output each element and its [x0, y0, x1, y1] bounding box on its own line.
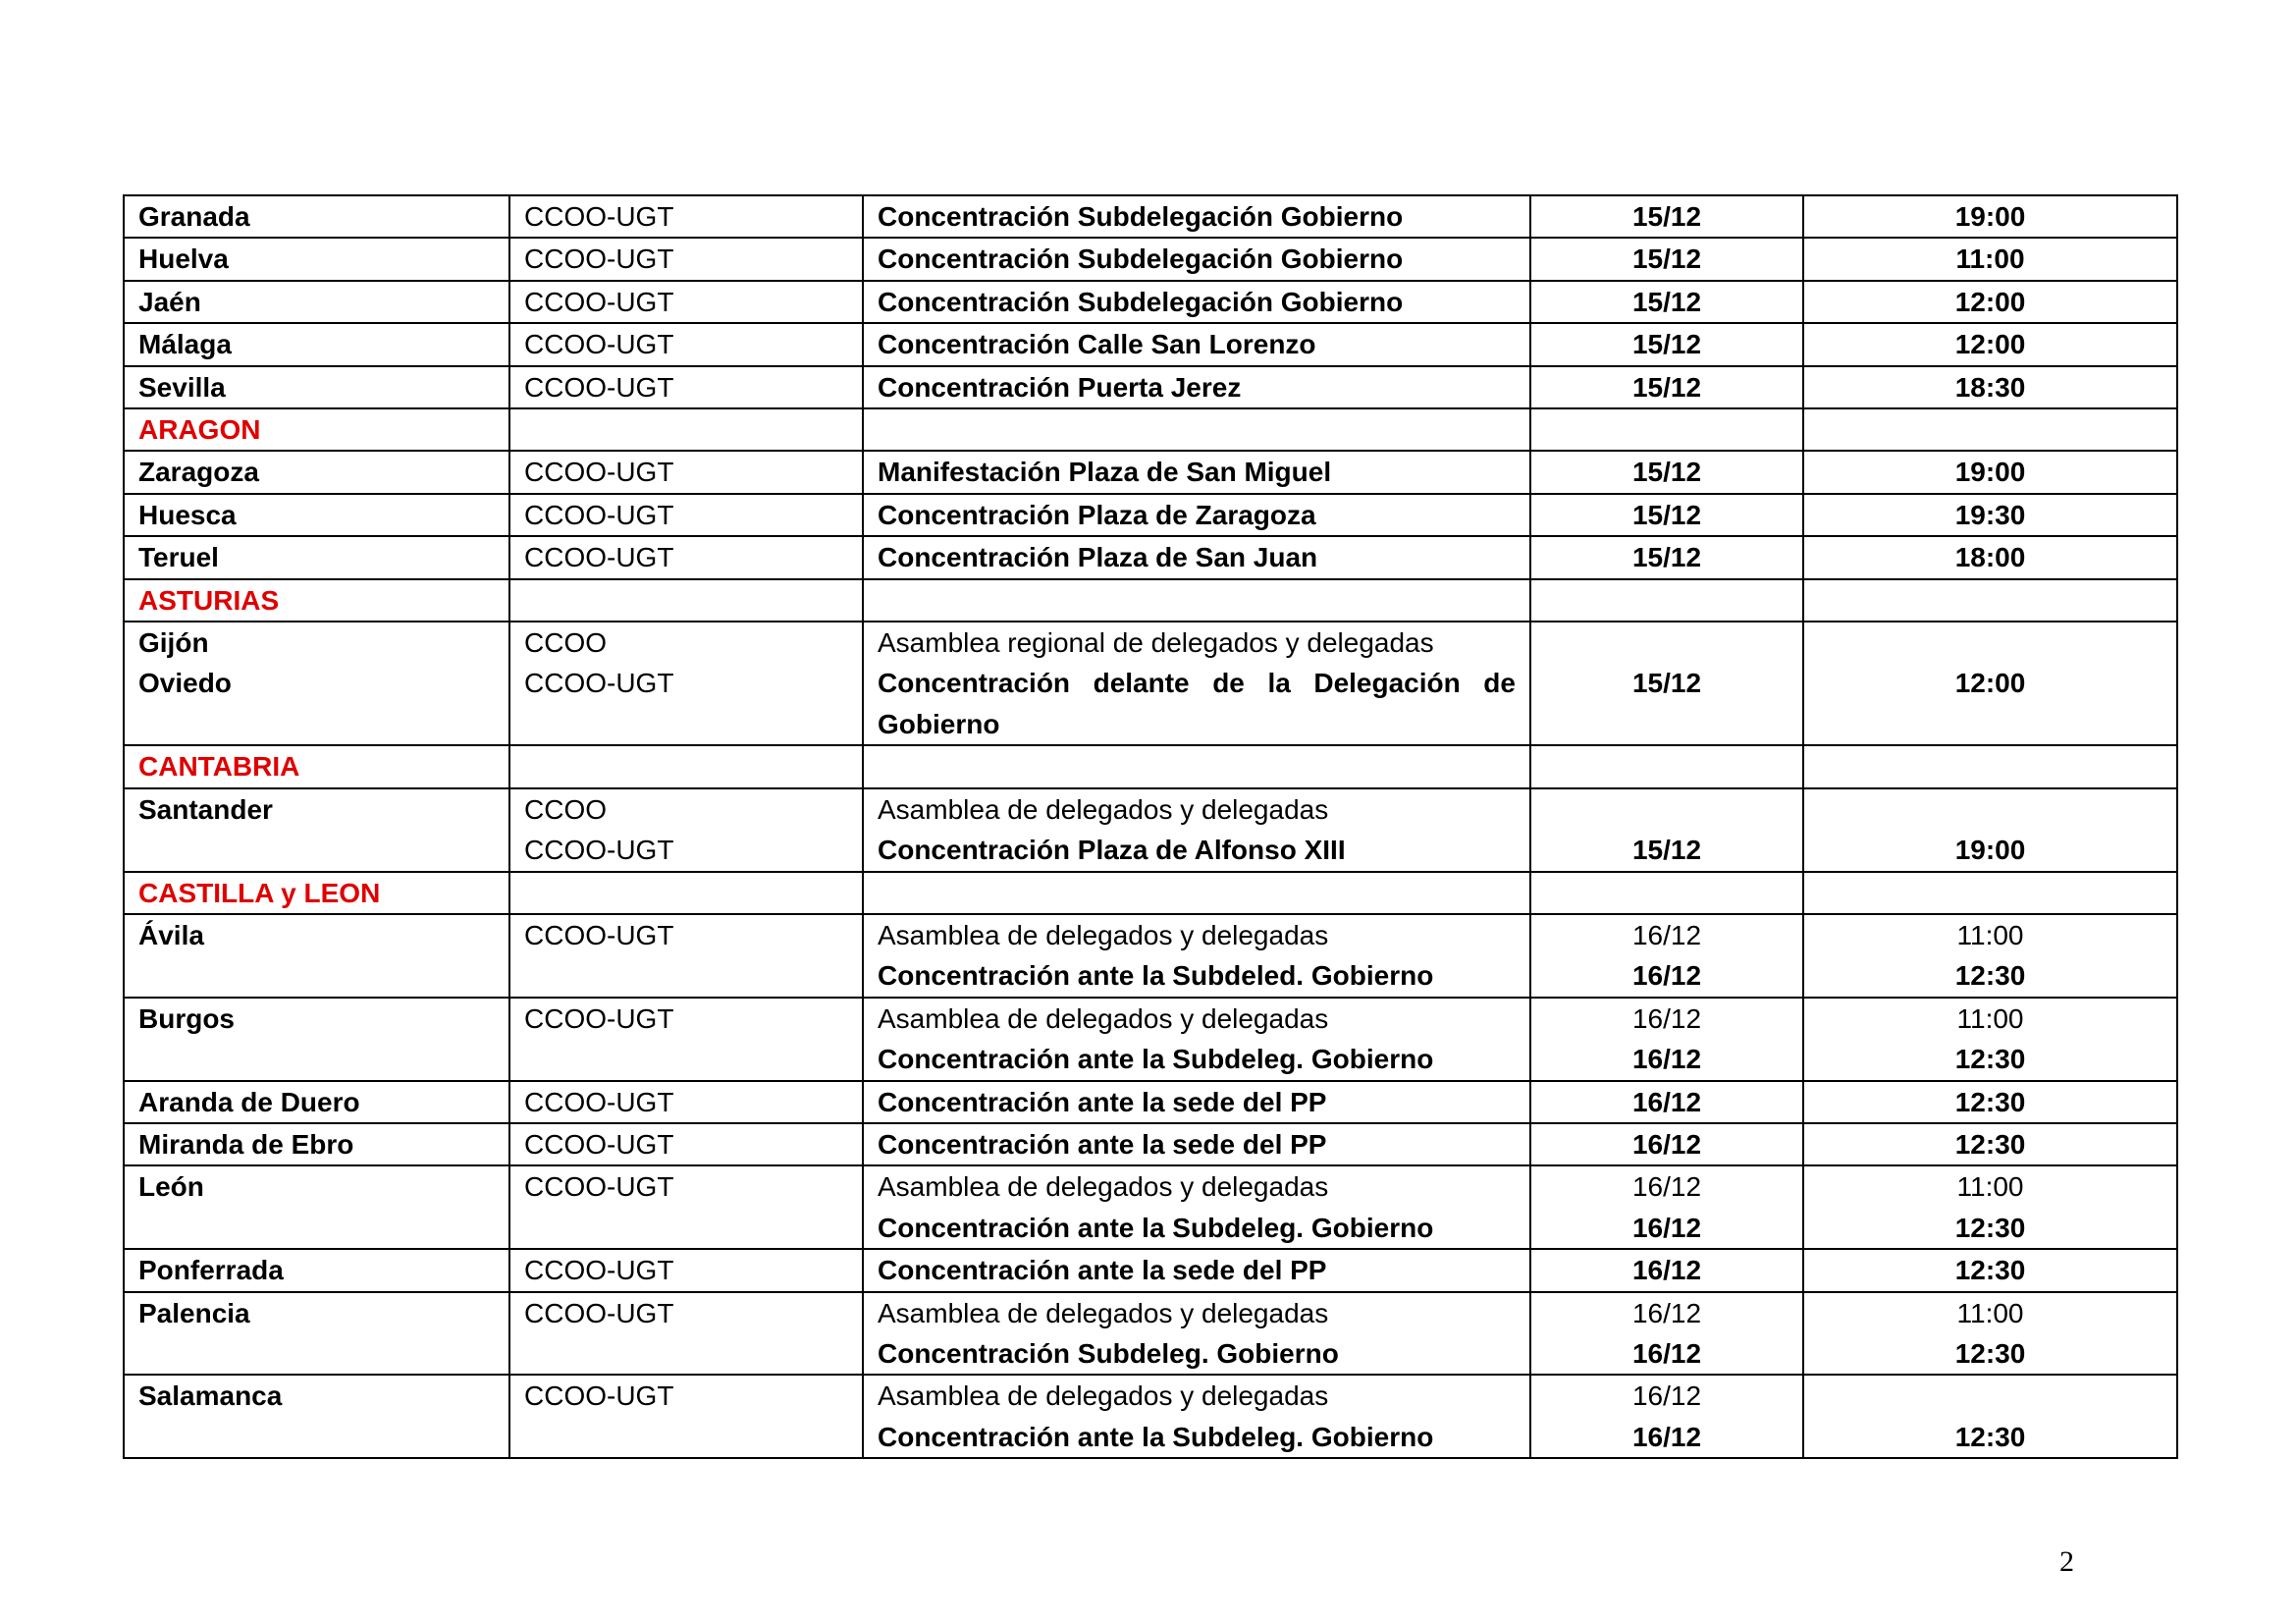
organizer-cell	[509, 1081, 863, 1123]
organizer-cell	[509, 788, 863, 872]
organizer-cell	[509, 914, 863, 998]
city-name: Ponferrada	[138, 1255, 284, 1286]
event-time: 12:30	[1954, 1086, 2026, 1117]
activity-text: Concentración ante la Subdeleg. Gobierno	[878, 1421, 1434, 1452]
event-row	[124, 1249, 2177, 1291]
event-date: 15/12	[1631, 201, 1702, 232]
organizer-cell	[509, 323, 863, 365]
event-date: 15/12	[1631, 286, 1702, 317]
time-cell	[1803, 998, 2177, 1081]
event-date: 16/12	[1631, 1212, 1702, 1243]
date-cell	[1530, 323, 1803, 365]
city-name: León	[138, 1171, 204, 1203]
city-name: Teruel	[138, 542, 219, 573]
event-date: 16/12	[1631, 1128, 1702, 1160]
event-time: 11:00	[1956, 1297, 2024, 1328]
city-cell	[124, 238, 509, 280]
empty-cell	[1803, 745, 2177, 787]
date-cell	[1530, 195, 1803, 238]
city-cell	[124, 281, 509, 323]
events-table	[123, 194, 2178, 1459]
organizer-name: CCOO-UGT	[524, 1128, 674, 1160]
city-cell	[124, 1375, 509, 1458]
city-name: Oviedo	[138, 668, 232, 699]
region-name: CASTILLA y LEON	[138, 877, 381, 908]
region-header-row	[124, 579, 2177, 622]
city-cell	[124, 451, 509, 493]
organizer-name: CCOO-UGT	[524, 542, 674, 573]
time-cell	[1803, 788, 2177, 872]
empty-cell	[1803, 408, 2177, 451]
event-date: 15/12	[1631, 499, 1702, 530]
organizer-cell	[509, 998, 863, 1081]
event-time: 11:00	[1956, 919, 2024, 950]
event-date: 16/12	[1631, 1421, 1702, 1452]
empty-cell	[1530, 579, 1803, 622]
organizer-cell	[509, 1292, 863, 1376]
event-date: 15/12	[1631, 329, 1702, 360]
activity-cell	[863, 366, 1530, 408]
city-cell	[124, 1123, 509, 1165]
city-name: Zaragoza	[138, 457, 259, 488]
city-name: Sevilla	[138, 371, 226, 403]
event-date: 16/12	[1631, 1086, 1702, 1117]
organizer-cell	[509, 238, 863, 280]
activity-cell	[863, 1249, 1530, 1291]
time-cell	[1803, 195, 2177, 238]
time-cell	[1803, 1081, 2177, 1123]
organizer-cell	[509, 366, 863, 408]
organizer-name: CCOO-UGT	[524, 1002, 674, 1034]
city-name: Palencia	[138, 1297, 250, 1328]
blank-line	[1818, 789, 2163, 830]
event-row	[124, 622, 2177, 745]
activity-text: Asamblea regional de delegados y delegadas	[878, 627, 1434, 659]
time-cell	[1803, 281, 2177, 323]
organizer-name: CCOO-UGT	[524, 1171, 674, 1203]
event-date: 15/12	[1631, 457, 1702, 488]
activity-text: Concentración Puerta Jerez	[878, 371, 1242, 403]
date-cell	[1530, 281, 1803, 323]
date-cell	[1530, 494, 1803, 536]
event-time: 12:30	[1954, 1337, 2026, 1369]
city-cell	[124, 195, 509, 238]
empty-cell	[863, 579, 1530, 622]
activity-text: Concentración Plaza de San Juan	[878, 542, 1318, 573]
city-name: Huelva	[138, 243, 229, 275]
organizer-name: CCOO-UGT	[524, 201, 674, 232]
activity-text: Asamblea de delegados y delegadas	[878, 793, 1329, 825]
event-row	[124, 914, 2177, 998]
blank-line	[1545, 789, 1789, 830]
date-cell	[1530, 1081, 1803, 1123]
organizer-name: CCOO-UGT	[524, 457, 674, 488]
organizer-name: CCOO-UGT	[524, 1297, 674, 1328]
city-cell	[124, 323, 509, 365]
time-cell	[1803, 451, 2177, 493]
activity-text: Asamblea de delegados y delegadas	[878, 1002, 1329, 1034]
activity-text: Concentración Plaza de Zaragoza	[878, 499, 1316, 530]
activity-cell	[863, 281, 1530, 323]
activity-text: Asamblea de delegados y delegadas	[878, 1171, 1329, 1203]
time-cell	[1803, 1375, 2177, 1458]
region-header-row	[124, 872, 2177, 914]
date-cell	[1530, 238, 1803, 280]
date-cell	[1530, 536, 1803, 578]
organizer-cell	[509, 451, 863, 493]
time-cell	[1803, 1292, 2177, 1376]
empty-cell	[863, 408, 1530, 451]
date-cell	[1530, 1292, 1803, 1376]
empty-cell	[509, 408, 863, 451]
organizer-name: CCOO	[524, 793, 607, 825]
event-time: 12:30	[1954, 1044, 2026, 1075]
events-table-body	[124, 195, 2177, 1458]
event-row	[124, 451, 2177, 493]
activity-text: Concentración Subdeleg. Gobierno	[878, 1337, 1339, 1369]
event-time: 11:00	[1956, 1171, 2024, 1203]
activity-cell	[863, 323, 1530, 365]
city-name: Granada	[138, 201, 250, 232]
event-time: 19:00	[1954, 201, 2026, 232]
event-row	[124, 323, 2177, 365]
event-date: 16/12	[1631, 1380, 1702, 1412]
activity-cell	[863, 1292, 1530, 1376]
activity-text: Concentración ante la Subdeleg. Gobierno	[878, 1212, 1434, 1243]
organizer-name: CCOO-UGT	[524, 329, 674, 360]
region-name: ARAGON	[138, 414, 261, 446]
event-row	[124, 1123, 2177, 1165]
event-date: 16/12	[1631, 1297, 1702, 1328]
event-date: 15/12	[1631, 542, 1702, 573]
time-cell	[1803, 494, 2177, 536]
activity-text: Manifestación Plaza de San Miguel	[878, 457, 1332, 488]
event-row	[124, 1081, 2177, 1123]
city-cell	[124, 914, 509, 998]
time-cell	[1803, 238, 2177, 280]
activity-cell	[863, 238, 1530, 280]
time-cell	[1803, 1249, 2177, 1291]
organizer-name: CCOO-UGT	[524, 835, 674, 866]
event-time: 12:30	[1954, 960, 2026, 992]
date-cell	[1530, 451, 1803, 493]
activity-cell	[863, 494, 1530, 536]
activity-cell	[863, 914, 1530, 998]
region-name: CANTABRIA	[138, 751, 300, 783]
organizer-cell	[509, 1375, 863, 1458]
date-cell	[1530, 1375, 1803, 1458]
event-date: 16/12	[1631, 1044, 1702, 1075]
time-cell	[1803, 1165, 2177, 1249]
empty-cell	[863, 872, 1530, 914]
organizer-name: CCOO-UGT	[524, 1255, 674, 1286]
activity-cell	[863, 1375, 1530, 1458]
organizer-cell	[509, 622, 863, 745]
activity-text: Concentración Calle San Lorenzo	[878, 329, 1316, 360]
event-row	[124, 494, 2177, 536]
empty-cell	[1530, 408, 1803, 451]
event-date: 15/12	[1631, 371, 1702, 403]
empty-cell	[1803, 872, 2177, 914]
city-cell	[124, 1081, 509, 1123]
empty-cell	[509, 745, 863, 787]
region-header-row	[124, 408, 2177, 451]
activity-cell	[863, 536, 1530, 578]
activity-text: Asamblea de delegados y delegadas	[878, 919, 1329, 950]
event-date: 16/12	[1631, 1255, 1702, 1286]
city-cell	[124, 1249, 509, 1291]
city-name: Miranda de Ebro	[138, 1128, 354, 1160]
city-cell	[124, 998, 509, 1081]
organizer-name: CCOO-UGT	[524, 286, 674, 317]
event-date: 16/12	[1631, 919, 1702, 950]
city-name: Jaén	[138, 286, 201, 317]
time-cell	[1803, 1123, 2177, 1165]
event-row	[124, 536, 2177, 578]
organizer-name: CCOO	[524, 627, 607, 659]
activity-text: Concentración Subdelegación Gobierno	[878, 286, 1404, 317]
time-cell	[1803, 366, 2177, 408]
organizer-cell	[509, 536, 863, 578]
event-time: 12:00	[1954, 329, 2026, 360]
event-time: 19:00	[1954, 835, 2026, 866]
activity-text: Concentración ante la sede del PP	[878, 1128, 1327, 1160]
event-date: 16/12	[1631, 960, 1702, 992]
region-name-cell	[124, 408, 509, 451]
event-time: 12:30	[1954, 1128, 2026, 1160]
blank-line	[1545, 622, 1789, 663]
city-name: Ávila	[138, 919, 204, 950]
event-time: 12:00	[1954, 668, 2026, 699]
event-date: 15/12	[1631, 668, 1702, 699]
activity-cell	[863, 195, 1530, 238]
event-row	[124, 1375, 2177, 1458]
date-cell	[1530, 914, 1803, 998]
event-date: 16/12	[1631, 1002, 1702, 1034]
event-row	[124, 195, 2177, 238]
activity-text: Concentración ante la sede del PP	[878, 1086, 1327, 1117]
activity-cell	[863, 451, 1530, 493]
event-row	[124, 366, 2177, 408]
activity-text: Concentración ante la sede del PP	[878, 1255, 1327, 1286]
organizer-cell	[509, 1249, 863, 1291]
empty-cell	[1803, 579, 2177, 622]
event-time: 12:00	[1954, 286, 2026, 317]
region-header-row	[124, 745, 2177, 787]
activity-cell	[863, 1165, 1530, 1249]
organizer-name: CCOO-UGT	[524, 1086, 674, 1117]
organizer-cell	[509, 281, 863, 323]
city-cell	[124, 788, 509, 872]
region-name-cell	[124, 745, 509, 787]
empty-cell	[509, 872, 863, 914]
activity-text: Concentración Subdelegación Gobierno	[878, 243, 1404, 275]
activity-text: Concentración Plaza de Alfonso XIII	[878, 835, 1346, 866]
activity-cell	[863, 622, 1530, 745]
event-row	[124, 1292, 2177, 1376]
activity-cell	[863, 1123, 1530, 1165]
organizer-name: CCOO-UGT	[524, 371, 674, 403]
city-name: Málaga	[138, 329, 232, 360]
page-number: 2	[2059, 1545, 2074, 1578]
time-cell	[1803, 323, 2177, 365]
city-cell	[124, 1292, 509, 1376]
event-date: 15/12	[1631, 243, 1702, 275]
date-cell	[1530, 1249, 1803, 1291]
activity-text: Concentración delante de la Delegación de Gobierno	[878, 668, 1516, 739]
event-time: 12:30	[1954, 1212, 2026, 1243]
organizer-name: CCOO-UGT	[524, 668, 674, 699]
organizer-cell	[509, 1165, 863, 1249]
date-cell	[1530, 1123, 1803, 1165]
organizer-cell	[509, 494, 863, 536]
date-cell	[1530, 366, 1803, 408]
city-name: Burgos	[138, 1002, 235, 1034]
blank-line	[1818, 622, 2163, 663]
activity-text: Asamblea de delegados y delegadas	[878, 1297, 1329, 1328]
organizer-name: CCOO-UGT	[524, 499, 674, 530]
organizer-name: CCOO-UGT	[524, 1380, 674, 1412]
city-name: Santander	[138, 793, 273, 825]
event-time: 11:00	[1955, 243, 2025, 275]
city-cell	[124, 622, 509, 745]
organizer-name: CCOO-UGT	[524, 243, 674, 275]
event-row	[124, 788, 2177, 872]
activity-text: Asamblea de delegados y delegadas	[878, 1380, 1329, 1412]
event-row	[124, 281, 2177, 323]
region-name-cell	[124, 872, 509, 914]
time-cell	[1803, 622, 2177, 745]
time-cell	[1803, 914, 2177, 998]
event-date: 16/12	[1631, 1171, 1702, 1203]
city-name: Gijón	[138, 627, 209, 659]
activity-cell	[863, 1081, 1530, 1123]
event-time: 18:30	[1954, 371, 2026, 403]
city-cell	[124, 1165, 509, 1249]
event-time: 11:00	[1956, 1002, 2024, 1034]
city-cell	[124, 494, 509, 536]
city-cell	[124, 536, 509, 578]
activity-cell	[863, 788, 1530, 872]
event-row	[124, 998, 2177, 1081]
date-cell	[1530, 788, 1803, 872]
region-name: ASTURIAS	[138, 584, 280, 616]
event-time: 19:00	[1954, 457, 2026, 488]
city-name: Huesca	[138, 499, 237, 530]
event-time: 19:30	[1954, 499, 2026, 530]
region-name-cell	[124, 579, 509, 622]
blank-line	[1818, 1376, 2163, 1416]
activity-text: Concentración ante la Subdeleg. Gobierno	[878, 1044, 1434, 1075]
organizer-cell	[509, 1123, 863, 1165]
date-cell	[1530, 998, 1803, 1081]
date-cell	[1530, 1165, 1803, 1249]
date-cell	[1530, 622, 1803, 745]
empty-cell	[1530, 745, 1803, 787]
event-time: 18:00	[1954, 542, 2026, 573]
empty-cell	[863, 745, 1530, 787]
city-name: Aranda de Duero	[138, 1086, 360, 1117]
event-time: 12:30	[1954, 1421, 2026, 1452]
event-time: 12:30	[1954, 1255, 2026, 1286]
empty-cell	[509, 579, 863, 622]
city-name: Salamanca	[138, 1380, 283, 1412]
empty-cell	[1530, 872, 1803, 914]
activity-cell	[863, 998, 1530, 1081]
event-date: 16/12	[1631, 1337, 1702, 1369]
event-row	[124, 1165, 2177, 1249]
organizer-cell	[509, 195, 863, 238]
city-cell	[124, 366, 509, 408]
activity-text: Concentración Subdelegación Gobierno	[878, 201, 1404, 232]
event-row	[124, 238, 2177, 280]
event-date: 15/12	[1631, 835, 1702, 866]
organizer-name: CCOO-UGT	[524, 919, 674, 950]
time-cell	[1803, 536, 2177, 578]
activity-text: Concentración ante la Subdeled. Gobierno	[878, 960, 1434, 992]
